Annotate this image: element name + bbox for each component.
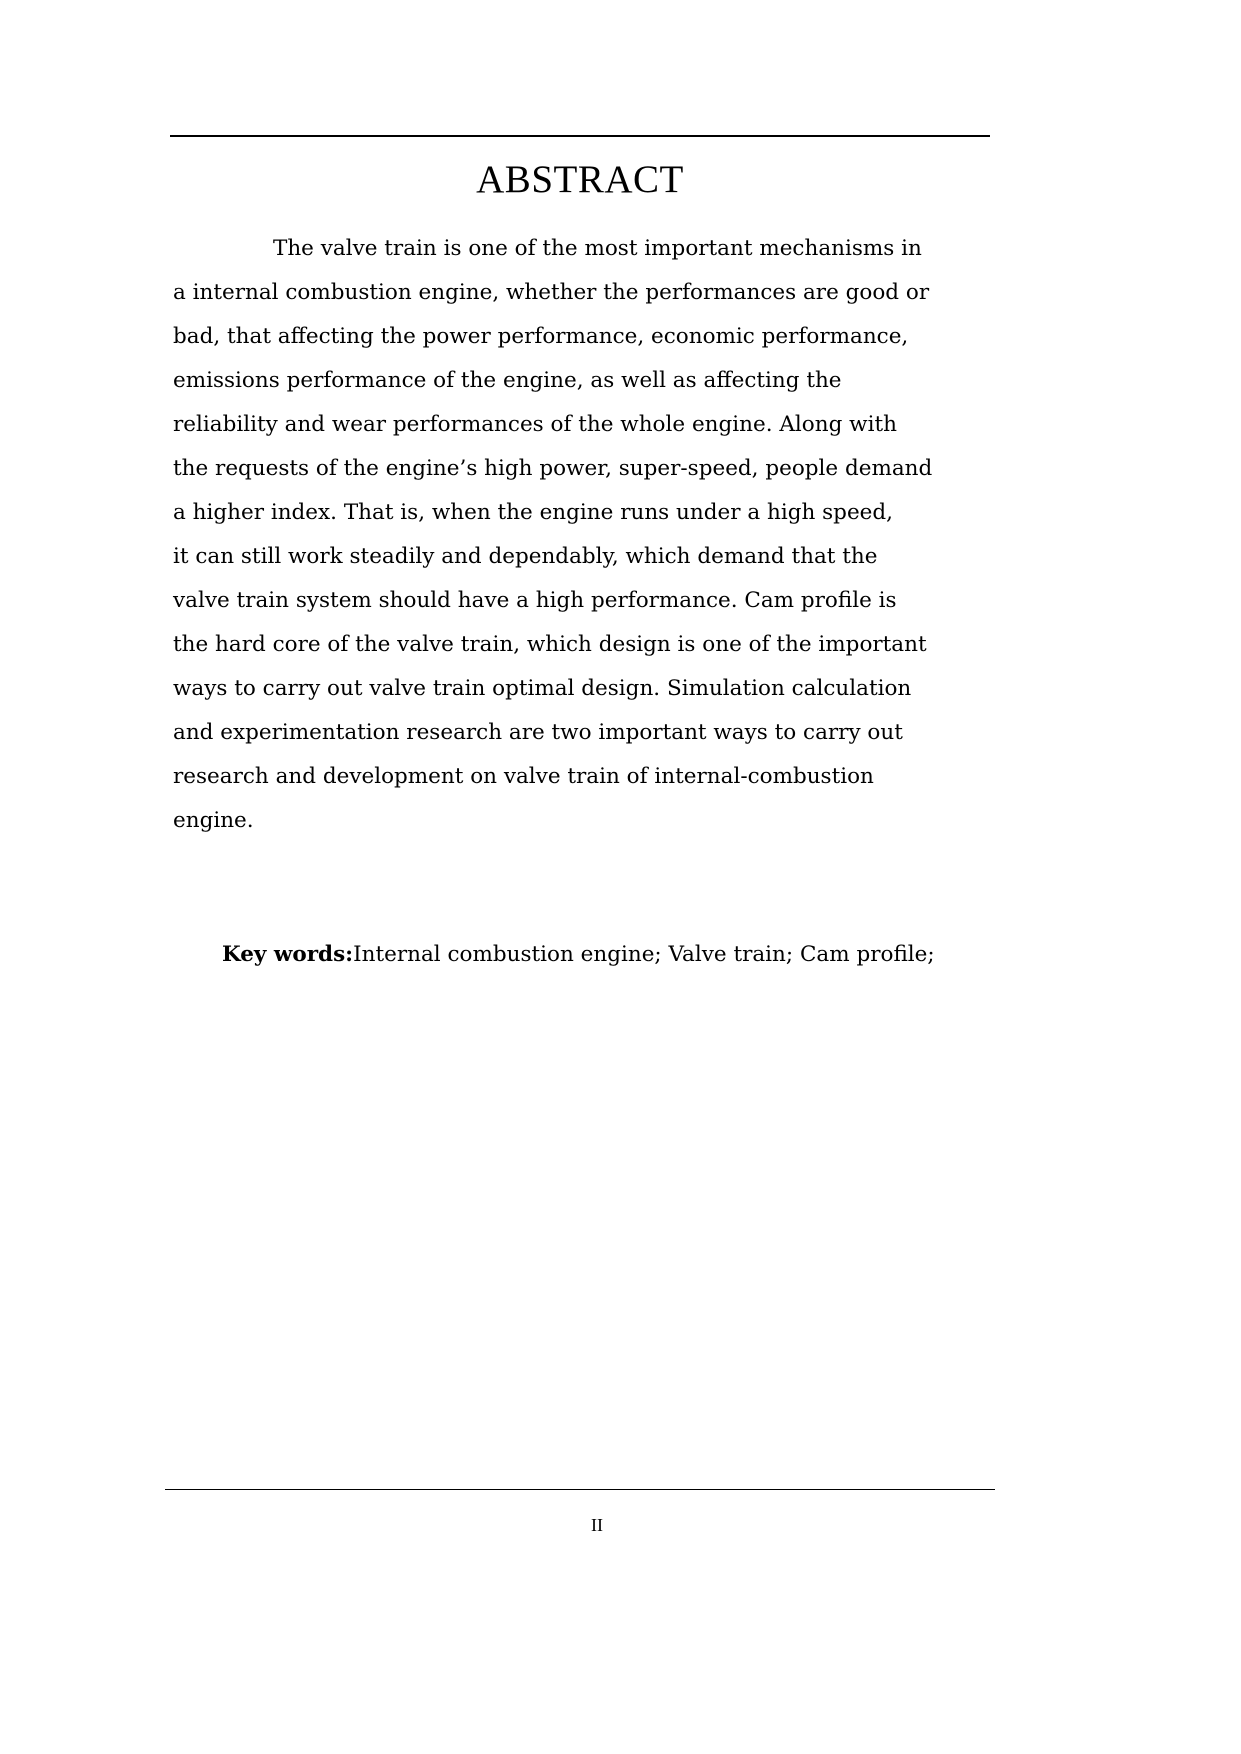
footer-rule <box>165 1489 995 1490</box>
abstract-line: emissions performance of the engine, as well as affecting the <box>173 368 842 393</box>
page-number: II <box>591 1515 603 1535</box>
keywords <box>222 933 935 977</box>
abstract-paragraph <box>173 227 1053 843</box>
abstract-line: engine. <box>173 808 254 833</box>
abstract-line: a internal combustion engine, whether the performances are good or <box>173 280 930 305</box>
abstract-line: the requests of the engine’s high power, super-speed, people demand <box>173 456 933 481</box>
abstract-line: valve train system should have a high performance. Cam profile is <box>173 588 897 613</box>
keywords-value: Internal combustion engine; Valve train; Cam profile; <box>353 942 935 967</box>
abstract-line: The valve train is one of the most important mechanisms in <box>273 236 922 261</box>
abstract-line: research and development on valve train of internal-combustion <box>173 764 874 789</box>
abstract-line: the hard core of the valve train, which design is one of the important <box>173 632 927 657</box>
page-title: ABSTRACT <box>476 158 684 201</box>
abstract-line: it can still work steadily and dependably, which demand that the <box>173 544 878 569</box>
abstract-line: and experimentation research are two important ways to carry out <box>173 720 903 745</box>
abstract-line: a higher index. That is, when the engine runs under a high speed, <box>173 500 893 525</box>
abstract-line: bad, that affecting the power performance, economic performance, <box>173 324 909 349</box>
abstract-line: ways to carry out valve train optimal design. Simulation calculation <box>173 676 912 701</box>
keywords-label: Key words: <box>222 942 354 967</box>
header-rule <box>170 135 990 137</box>
abstract-line: reliability and wear performances of the whole engine. Along with <box>173 412 897 437</box>
